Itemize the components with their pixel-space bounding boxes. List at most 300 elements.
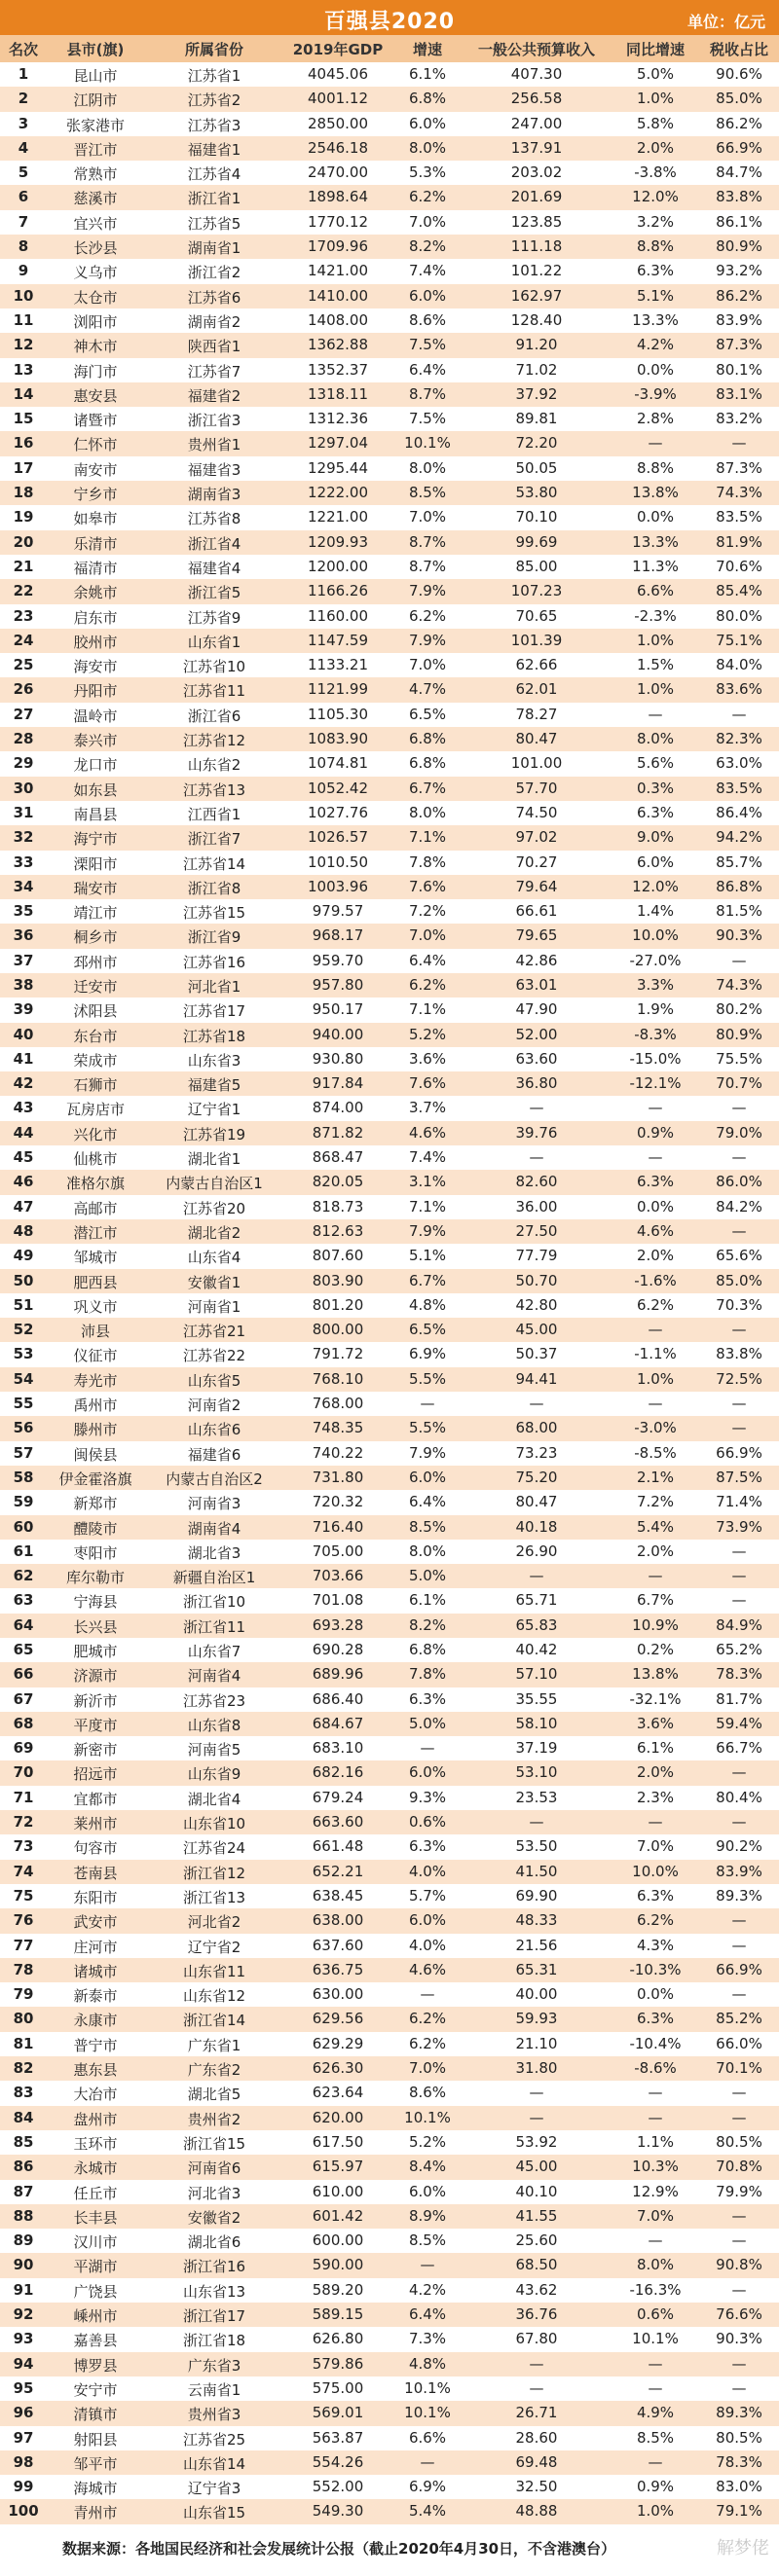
cell-growth: 4.6% bbox=[408, 1123, 447, 1142]
table-row bbox=[0, 899, 779, 924]
cell-yoy-growth: — bbox=[648, 2108, 663, 2126]
table-row bbox=[0, 1860, 779, 1884]
cell-rank: 12 bbox=[13, 336, 34, 354]
table-row bbox=[0, 875, 779, 899]
table-row bbox=[0, 801, 779, 825]
cell-province: 河北省1 bbox=[187, 977, 241, 996]
cell-rank: 39 bbox=[13, 1000, 34, 1019]
cell-yoy-growth: 4.6% bbox=[636, 1221, 675, 1240]
cell-budget-revenue: 65.31 bbox=[515, 1960, 558, 1978]
cell-budget-revenue: — bbox=[529, 2108, 544, 2126]
cell-budget-revenue: 256.58 bbox=[510, 90, 563, 108]
cell-province: 湖北省5 bbox=[187, 2086, 241, 2104]
cell-tax-share: 75.5% bbox=[716, 1049, 762, 1068]
cell-rank: 88 bbox=[13, 2206, 34, 2225]
cell-rank: 94 bbox=[13, 2354, 34, 2373]
cell-rank: 7 bbox=[18, 212, 29, 231]
cell-gdp: 1312.36 bbox=[307, 410, 369, 428]
cell-yoy-growth: 6.6% bbox=[636, 582, 675, 600]
table-row bbox=[0, 505, 779, 529]
cell-budget-revenue: 43.62 bbox=[515, 2280, 558, 2299]
cell-growth: 6.4% bbox=[408, 2305, 447, 2324]
cell-county: 靖江市 bbox=[73, 904, 118, 923]
cell-yoy-growth: 13.3% bbox=[632, 532, 679, 551]
cell-rank: 61 bbox=[13, 1542, 34, 1560]
cell-rank: 72 bbox=[13, 1813, 34, 1832]
cell-tax-share: 80.0% bbox=[716, 606, 762, 625]
cell-province: 安徽省2 bbox=[187, 2208, 241, 2227]
cell-yoy-growth: 1.0% bbox=[636, 2502, 675, 2521]
table-row bbox=[0, 825, 779, 850]
cell-growth: 5.3% bbox=[408, 163, 447, 182]
cell-county: 迁安市 bbox=[73, 977, 118, 996]
cell-gdp: 569.01 bbox=[312, 2404, 364, 2422]
cell-tax-share: — bbox=[731, 2231, 747, 2250]
cell-budget-revenue: 59.93 bbox=[515, 2010, 558, 2028]
cell-province: 江苏省25 bbox=[182, 2430, 246, 2449]
cell-province: 河南省5 bbox=[187, 1741, 241, 1760]
cell-budget-revenue: 40.18 bbox=[515, 1517, 558, 1536]
cell-growth: 0.6% bbox=[408, 1813, 447, 1832]
cell-county: 海门市 bbox=[73, 362, 118, 381]
table-row bbox=[0, 1588, 779, 1613]
cell-growth: 5.4% bbox=[408, 2502, 447, 2521]
cell-rank: 34 bbox=[13, 877, 34, 895]
cell-rank: 35 bbox=[13, 902, 34, 921]
cell-gdp: 684.67 bbox=[312, 1714, 364, 1732]
cell-yoy-growth: -16.3% bbox=[629, 2280, 682, 2299]
cell-gdp: 950.17 bbox=[312, 1000, 364, 1019]
cell-rank: 98 bbox=[13, 2452, 34, 2471]
cell-budget-revenue: 53.50 bbox=[515, 1837, 558, 1856]
table-row bbox=[0, 1269, 779, 1293]
cell-gdp: 1147.59 bbox=[307, 631, 369, 649]
table-row bbox=[0, 1934, 779, 1958]
cell-rank: 41 bbox=[13, 1049, 34, 1068]
cell-tax-share: 94.2% bbox=[716, 828, 762, 847]
cell-gdp: 979.57 bbox=[312, 902, 364, 921]
cell-gdp: 589.20 bbox=[312, 2280, 364, 2299]
cell-yoy-growth: — bbox=[648, 1148, 663, 1167]
cell-yoy-growth: -3.8% bbox=[634, 163, 677, 182]
cell-rank: 69 bbox=[13, 1739, 34, 1758]
cell-growth: 6.0% bbox=[408, 1911, 447, 1930]
cell-gdp: 1410.00 bbox=[307, 286, 369, 305]
header-budget-revenue: 一般公共预算收入 bbox=[477, 41, 595, 58]
cell-gdp: 686.40 bbox=[312, 1689, 364, 1708]
table-row bbox=[0, 1318, 779, 1342]
cell-tax-share: 87.3% bbox=[716, 458, 762, 477]
cell-county: 太仓市 bbox=[73, 288, 118, 307]
cell-province: 江苏省23 bbox=[182, 1691, 246, 1710]
cell-rank: 85 bbox=[13, 2132, 34, 2151]
cell-rank: 52 bbox=[13, 1321, 34, 1339]
cell-gdp: 636.75 bbox=[312, 1960, 364, 1978]
cell-province: 浙江省11 bbox=[182, 1617, 246, 1636]
cell-yoy-growth: -32.1% bbox=[629, 1689, 682, 1708]
cell-county: 昆山市 bbox=[73, 67, 118, 85]
cell-growth: 6.3% bbox=[408, 1689, 447, 1708]
cell-province: 福建省2 bbox=[187, 386, 241, 405]
cell-county: 博罗县 bbox=[73, 2356, 118, 2375]
table-row bbox=[0, 2426, 779, 2450]
table-row bbox=[0, 1145, 779, 1170]
table-row bbox=[0, 2130, 779, 2155]
cell-province: 湖南省4 bbox=[187, 1519, 241, 1538]
cell-rank: 60 bbox=[13, 1517, 34, 1536]
cell-gdp: 1026.57 bbox=[307, 828, 369, 847]
cell-tax-share: 80.9% bbox=[716, 1025, 762, 1043]
cell-province: 浙江省18 bbox=[182, 2332, 246, 2350]
cell-growth: — bbox=[420, 2452, 435, 2471]
cell-tax-share: 83.6% bbox=[716, 680, 762, 699]
cell-tax-share: 70.1% bbox=[716, 2059, 762, 2078]
cell-budget-revenue: 68.00 bbox=[515, 1419, 558, 1437]
cell-tax-share: 90.3% bbox=[716, 2330, 762, 2348]
table-row bbox=[0, 2007, 779, 2031]
cell-budget-revenue: 71.02 bbox=[515, 360, 558, 379]
table-row bbox=[0, 1736, 779, 1760]
table-row bbox=[0, 161, 779, 185]
cell-county: 闽侯县 bbox=[73, 1445, 118, 1464]
cell-county: 晋江市 bbox=[73, 140, 118, 159]
cell-tax-share: 66.9% bbox=[716, 1443, 762, 1462]
cell-growth: 5.5% bbox=[408, 1369, 447, 1388]
cell-tax-share: 83.5% bbox=[716, 779, 762, 797]
cell-gdp: 1160.00 bbox=[307, 606, 369, 625]
cell-yoy-growth: 8.0% bbox=[636, 2256, 675, 2274]
cell-county: 义乌市 bbox=[73, 264, 118, 282]
cell-rank: 74 bbox=[13, 1862, 34, 1880]
cell-growth: 8.6% bbox=[408, 310, 447, 329]
cell-growth: 8.5% bbox=[408, 2231, 447, 2250]
cell-province: 湖南省3 bbox=[187, 486, 241, 504]
cell-province: 内蒙古自治区2 bbox=[166, 1469, 263, 1488]
cell-budget-revenue: 50.70 bbox=[515, 1271, 558, 1289]
cell-gdp: 652.21 bbox=[312, 1862, 364, 1880]
cell-growth: 8.4% bbox=[408, 2158, 447, 2176]
cell-county: 沛县 bbox=[80, 1323, 110, 1341]
cell-rank: 27 bbox=[13, 705, 34, 723]
cell-province: 新疆自治区1 bbox=[172, 1569, 256, 1587]
cell-gdp: 871.82 bbox=[312, 1123, 364, 1142]
cell-growth: 7.9% bbox=[408, 582, 447, 600]
cell-province: 山东省5 bbox=[187, 1371, 241, 1390]
table-row bbox=[0, 382, 779, 407]
cell-budget-revenue: 50.37 bbox=[515, 1345, 558, 1363]
cell-rank: 9 bbox=[18, 262, 29, 280]
cell-yoy-growth: -8.3% bbox=[634, 1025, 677, 1043]
cell-yoy-growth: -3.9% bbox=[634, 384, 677, 403]
cell-rank: 49 bbox=[13, 1247, 34, 1265]
cell-growth: 7.4% bbox=[408, 262, 447, 280]
cell-province: 江苏省9 bbox=[187, 608, 241, 627]
unit-label: 单位：亿元 bbox=[686, 13, 765, 31]
cell-gdp: 1209.93 bbox=[307, 532, 369, 551]
cell-yoy-growth: -15.0% bbox=[629, 1049, 682, 1068]
cell-tax-share: — bbox=[731, 1936, 747, 1954]
cell-budget-revenue: 137.91 bbox=[510, 138, 563, 157]
cell-tax-share: — bbox=[731, 2206, 747, 2225]
cell-growth: 10.1% bbox=[404, 2404, 451, 2422]
cell-yoy-growth: -27.0% bbox=[629, 951, 682, 969]
cell-budget-revenue: 26.71 bbox=[515, 2404, 558, 2422]
cell-growth: 6.1% bbox=[408, 65, 447, 83]
cell-growth: 8.0% bbox=[408, 458, 447, 477]
cell-gdp: 693.28 bbox=[312, 1615, 364, 1634]
cell-province: 河南省2 bbox=[187, 1397, 241, 1415]
cell-gdp: 1003.96 bbox=[307, 877, 369, 895]
cell-rank: 48 bbox=[13, 1221, 34, 1240]
cell-yoy-growth: 0.2% bbox=[636, 1641, 675, 1658]
cell-growth: 4.8% bbox=[408, 2354, 447, 2373]
cell-budget-revenue: 89.81 bbox=[515, 410, 558, 428]
cell-county: 滕州市 bbox=[73, 1421, 118, 1439]
cell-tax-share: 70.3% bbox=[716, 1295, 762, 1314]
cell-tax-share: 84.7% bbox=[716, 163, 762, 182]
cell-province: 福建省5 bbox=[187, 1076, 241, 1095]
cell-county: 诸城市 bbox=[73, 1962, 118, 1980]
cell-province: 浙江省12 bbox=[182, 1864, 246, 1882]
cell-yoy-growth: 5.4% bbox=[636, 1517, 675, 1536]
cell-growth: 4.8% bbox=[408, 1295, 447, 1314]
cell-growth: 8.2% bbox=[408, 1615, 447, 1634]
cell-province: 福建省1 bbox=[187, 140, 241, 159]
cell-gdp: 626.30 bbox=[312, 2059, 364, 2078]
table-row bbox=[0, 1760, 779, 1785]
table-row bbox=[0, 185, 779, 209]
cell-county: 南昌县 bbox=[73, 805, 118, 823]
cell-rank: 59 bbox=[13, 1493, 34, 1511]
cell-rank: 53 bbox=[13, 1345, 34, 1363]
cell-province: 安徽省1 bbox=[187, 1273, 241, 1291]
data-source-note: 数据来源：各地国民经济和社会发展统计公报（截止2020年4月30日，不含港澳台） bbox=[62, 2540, 616, 2558]
cell-gdp: 2850.00 bbox=[307, 114, 369, 132]
cell-budget-revenue: 21.10 bbox=[515, 2034, 558, 2052]
cell-province: 湖南省1 bbox=[187, 239, 241, 258]
cell-rank: 30 bbox=[13, 779, 34, 797]
cell-county: 海城市 bbox=[73, 2480, 118, 2498]
cell-tax-share: 86.4% bbox=[716, 803, 762, 821]
cell-tax-share: 74.3% bbox=[716, 975, 762, 994]
cell-gdp: 748.35 bbox=[312, 1419, 364, 1437]
cell-gdp: 630.00 bbox=[312, 1985, 364, 2004]
cell-gdp: 600.00 bbox=[312, 2231, 364, 2250]
cell-province: 山东省13 bbox=[182, 2282, 246, 2301]
cell-county: 新沂市 bbox=[73, 1691, 118, 1710]
table-row bbox=[0, 1170, 779, 1194]
cell-gdp: 1352.37 bbox=[307, 360, 369, 379]
cell-province: 湖北省6 bbox=[187, 2233, 241, 2252]
cell-growth: 4.0% bbox=[408, 1862, 447, 1880]
cell-tax-share: 84.2% bbox=[716, 1197, 762, 1215]
cell-rank: 43 bbox=[13, 1099, 34, 1117]
table-row bbox=[0, 1219, 779, 1244]
cell-gdp: 661.48 bbox=[312, 1837, 364, 1856]
cell-county: 启东市 bbox=[73, 608, 118, 627]
cell-county: 惠东县 bbox=[73, 2061, 118, 2080]
cell-tax-share: 66.9% bbox=[716, 138, 762, 157]
cell-county: 海宁市 bbox=[73, 830, 118, 849]
cell-rank: 1 bbox=[18, 65, 29, 83]
cell-tax-share: 90.6% bbox=[716, 65, 762, 83]
cell-gdp: 620.00 bbox=[312, 2108, 364, 2126]
cell-tax-share: 80.4% bbox=[716, 1788, 762, 1806]
cell-province: 云南省1 bbox=[187, 2380, 241, 2399]
cell-tax-share: 70.8% bbox=[716, 2158, 762, 2176]
cell-yoy-growth: 1.4% bbox=[636, 902, 675, 921]
cell-gdp: 1221.00 bbox=[307, 508, 369, 526]
cell-county: 肥城市 bbox=[73, 1643, 118, 1660]
cell-gdp: 1083.90 bbox=[307, 730, 369, 748]
cell-rank: 76 bbox=[13, 1911, 34, 1930]
cell-yoy-growth: 1.5% bbox=[636, 656, 675, 674]
cell-rank: 46 bbox=[13, 1173, 34, 1191]
table-row bbox=[0, 431, 779, 455]
cell-yoy-growth: 11.3% bbox=[632, 557, 679, 575]
cell-tax-share: — bbox=[731, 434, 747, 453]
cell-yoy-growth: 0.0% bbox=[636, 1197, 675, 1215]
table-row bbox=[0, 555, 779, 579]
cell-yoy-growth: 0.9% bbox=[636, 2478, 675, 2496]
cell-budget-revenue: 21.56 bbox=[515, 1936, 558, 1954]
cell-yoy-growth: 6.3% bbox=[636, 2010, 675, 2028]
cell-budget-revenue: 101.22 bbox=[510, 262, 563, 280]
cell-budget-revenue: 80.47 bbox=[515, 730, 558, 748]
cell-growth: 7.2% bbox=[408, 902, 447, 921]
cell-growth: 7.5% bbox=[408, 336, 447, 354]
cell-county: 慈溪市 bbox=[73, 190, 118, 208]
cell-yoy-growth: — bbox=[648, 2231, 663, 2250]
cell-budget-revenue: 63.01 bbox=[515, 975, 558, 994]
cell-county: 神木市 bbox=[73, 338, 118, 356]
cell-yoy-growth: 6.3% bbox=[636, 803, 675, 821]
cell-gdp: 800.00 bbox=[312, 1321, 364, 1339]
cell-tax-share: 80.5% bbox=[716, 2428, 762, 2447]
table-row bbox=[0, 235, 779, 259]
cell-budget-revenue: 32.50 bbox=[515, 2478, 558, 2496]
cell-county: 荣成市 bbox=[73, 1051, 118, 1070]
table-row bbox=[0, 2253, 779, 2277]
table-row bbox=[0, 1614, 779, 1638]
cell-county: 普宁市 bbox=[73, 2036, 118, 2054]
cell-county: 宜都市 bbox=[73, 1790, 118, 1808]
cell-budget-revenue: 53.10 bbox=[515, 1763, 558, 1782]
cell-tax-share: 85.0% bbox=[716, 90, 762, 108]
cell-county: 永城市 bbox=[73, 2159, 118, 2178]
cell-growth: 3.1% bbox=[408, 1173, 447, 1191]
cell-budget-revenue: 40.42 bbox=[515, 1641, 558, 1658]
cell-province: 浙江省5 bbox=[187, 584, 241, 602]
cell-county: 苍南县 bbox=[73, 1864, 118, 1882]
cell-county: 乐清市 bbox=[73, 534, 118, 553]
cell-budget-revenue: 123.85 bbox=[510, 212, 563, 231]
cell-rank: 8 bbox=[18, 237, 29, 256]
cell-rank: 3 bbox=[18, 114, 29, 132]
cell-county: 如东县 bbox=[73, 780, 118, 799]
cell-yoy-growth: 2.0% bbox=[636, 138, 675, 157]
cell-county: 桐乡市 bbox=[73, 928, 118, 947]
cell-yoy-growth: 5.1% bbox=[636, 286, 675, 305]
table-row bbox=[0, 1244, 779, 1268]
cell-budget-revenue: 27.50 bbox=[515, 1221, 558, 1240]
cell-growth: 6.2% bbox=[408, 606, 447, 625]
cell-gdp: 1421.00 bbox=[307, 262, 369, 280]
cell-rank: 51 bbox=[13, 1295, 34, 1314]
cell-tax-share: 75.1% bbox=[716, 631, 762, 649]
table-row bbox=[0, 727, 779, 751]
cell-county: 浏阳市 bbox=[73, 312, 118, 331]
cell-growth: 3.7% bbox=[408, 1099, 447, 1117]
cell-rank: 13 bbox=[13, 360, 34, 379]
cell-tax-share: 85.0% bbox=[716, 1271, 762, 1289]
cell-gdp: 663.60 bbox=[312, 1813, 364, 1832]
cell-rank: 56 bbox=[13, 1419, 34, 1437]
table-row bbox=[0, 1810, 779, 1834]
cell-growth: 10.1% bbox=[404, 434, 451, 453]
cell-rank: 11 bbox=[13, 310, 34, 329]
cell-budget-revenue: — bbox=[529, 2084, 544, 2102]
cell-county: 禹州市 bbox=[73, 1397, 118, 1415]
cell-rank: 42 bbox=[13, 1074, 34, 1093]
cell-province: 江苏省12 bbox=[182, 732, 246, 750]
cell-rank: 47 bbox=[13, 1197, 34, 1215]
cell-county: 新郑市 bbox=[73, 1495, 118, 1513]
cell-budget-revenue: 26.90 bbox=[515, 1542, 558, 1560]
cell-tax-share: 83.5% bbox=[716, 508, 762, 526]
cell-tax-share: 80.2% bbox=[716, 1000, 762, 1019]
cell-county: 丹阳市 bbox=[73, 682, 118, 701]
table-row bbox=[0, 973, 779, 998]
table-row bbox=[0, 2204, 779, 2229]
cell-province: 江苏省24 bbox=[182, 1839, 246, 1858]
cell-yoy-growth: 2.8% bbox=[636, 410, 675, 428]
cell-gdp: 1027.76 bbox=[307, 803, 369, 821]
cell-province: 湖北省2 bbox=[187, 1223, 241, 1242]
cell-rank: 16 bbox=[13, 434, 34, 453]
cell-county: 大冶市 bbox=[73, 2086, 118, 2104]
cell-county: 醴陵市 bbox=[73, 1519, 118, 1538]
table-row bbox=[0, 1392, 779, 1416]
cell-county: 庄河市 bbox=[73, 1938, 118, 1956]
cell-province: 江苏省10 bbox=[182, 658, 246, 676]
cell-rank: 87 bbox=[13, 2182, 34, 2200]
cell-growth: 6.8% bbox=[408, 754, 447, 773]
cell-rank: 18 bbox=[13, 484, 34, 502]
cell-growth: 5.7% bbox=[408, 1886, 447, 1905]
table-row bbox=[0, 333, 779, 357]
cell-gdp: 1297.04 bbox=[307, 434, 369, 453]
cell-yoy-growth: -10.4% bbox=[629, 2034, 682, 2052]
cell-growth: 6.4% bbox=[408, 1493, 447, 1511]
cell-county: 枣阳市 bbox=[73, 1543, 118, 1562]
cell-gdp: 617.50 bbox=[312, 2132, 364, 2151]
cell-province: 江苏省1 bbox=[187, 67, 241, 85]
cell-yoy-growth: — bbox=[648, 2084, 663, 2102]
cell-gdp: 601.42 bbox=[312, 2206, 364, 2225]
table-row bbox=[0, 407, 779, 431]
cell-budget-revenue: 37.19 bbox=[515, 1739, 558, 1758]
cell-province: 浙江省8 bbox=[187, 879, 241, 897]
cell-province: 山东省1 bbox=[187, 633, 241, 651]
cell-rank: 37 bbox=[13, 951, 34, 969]
cell-rank: 91 bbox=[13, 2280, 34, 2299]
cell-budget-revenue: 36.00 bbox=[515, 1197, 558, 1215]
cell-tax-share: — bbox=[731, 2378, 747, 2397]
table-row bbox=[0, 1786, 779, 1810]
cell-county: 清镇市 bbox=[73, 2406, 118, 2424]
cell-growth: 8.7% bbox=[408, 384, 447, 403]
